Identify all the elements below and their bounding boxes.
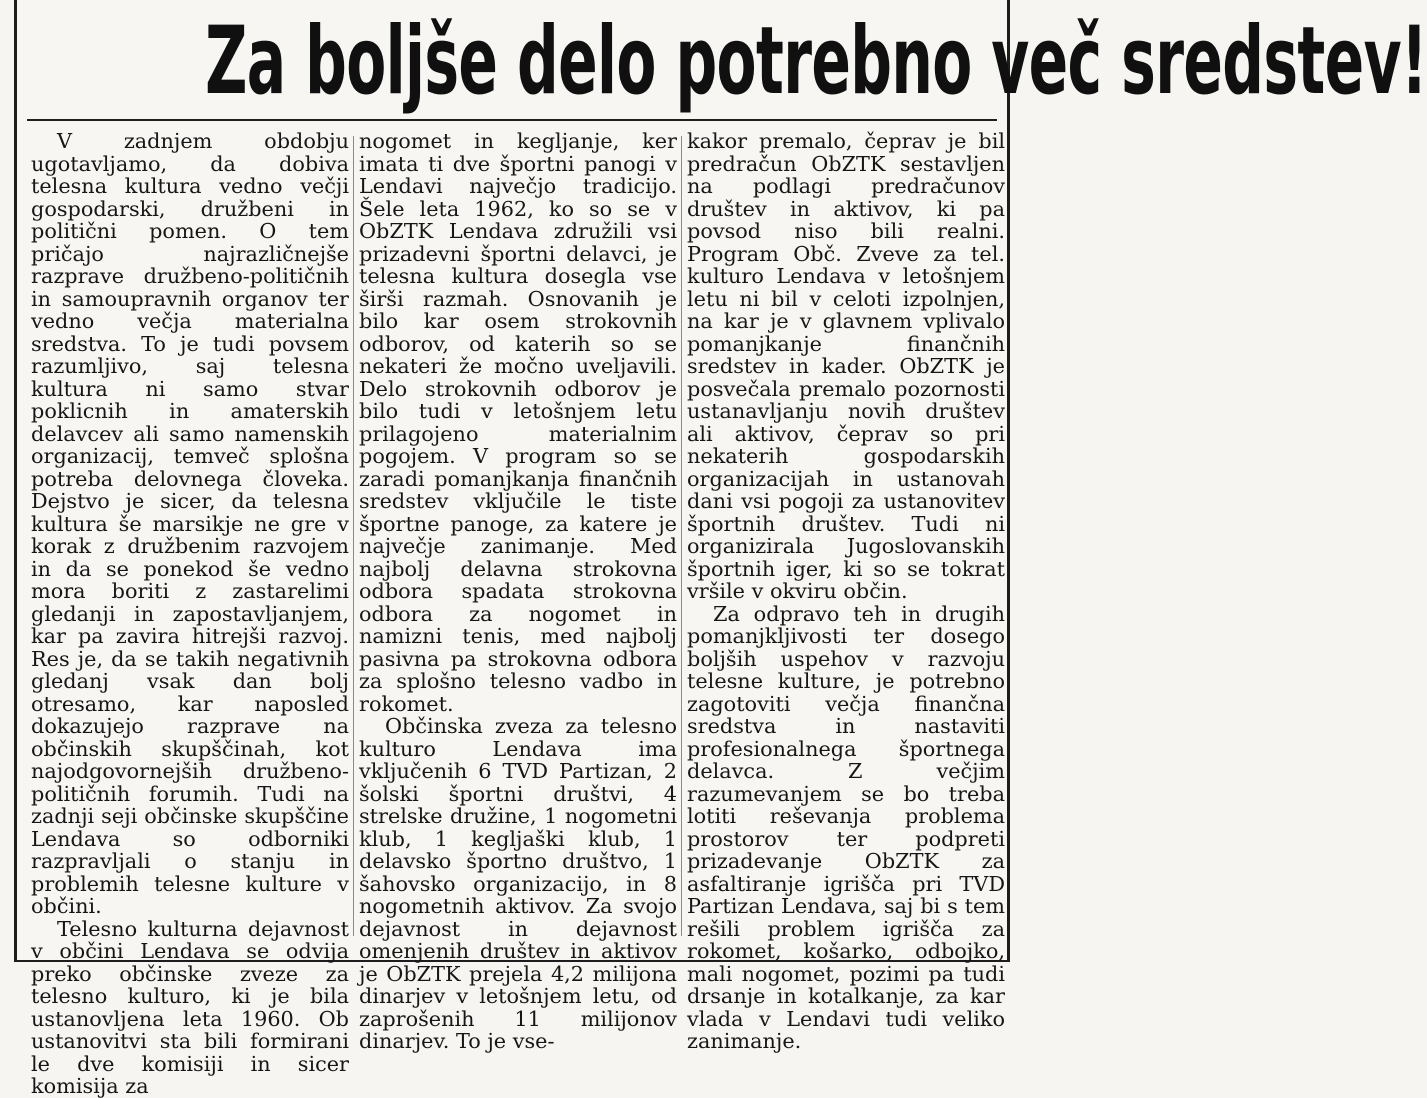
headline-rule [27,119,997,121]
paragraph: Občinska zveza za telesno kulturo Lendava ima vključenih 6 TVD Partizan, 2 šolski športni društvi, 4 strelske družine, 1 nogometni klub, 1 kegljaški klub, 1 delavsko športno društvo, 1 šahovsko organizacijo, in 8 nogometnih aktivov. Za svojo dejavnost in dejavnost omenjenih društev in aktivov je ObZTK prejela 4,2 milijona dinarjev v letošnjem letu, od zaprošenih 11 milijonov dinarjev. To je vse- [359,714,677,1053]
paragraph: V zadnjem obdobju ugotavljamo, da dobiva telesna kultura vedno večji gospodarski, družbeni in politični pomen. O tem pričajo najrazličnejše razprave družbeno-političnih in samoupravnih organov ter vedno večja materialna sredstva. To je tudi povsem razumljivo, saj telesna kultura ni samo stvar poklicnih in amaterskih delavcev ali samo namenskih organizacij, temveč splošna potreba delovnega človeka. Dejstvo je sicer, da telesna kultura še marsikje ne gre v korak z družbenim razvojem in da se ponekod še vedno mora boriti z zastarelimi gledanji in zapostavljanjem, kar pa zavira hitrejši razvoj. Res je, da se takih negativnih gledanj vsak dan bolj otresamo, kar naposled dokazujejo razprave na občinskih skupščinah, kot najodgovornejših družbeno-političnih forumih. Tudi na zadnji seji občinske skupščine Lendava so odborniki razpravljali o stanju in problemih telesne kulture v občini. [31,129,349,918]
newspaper-clipping [14,0,1427,1098]
headline: Za boljše delo potrebno več sredstev! [205,7,1427,116]
column-2 [359,129,677,1053]
article-body [31,129,1005,1098]
paragraph: Telesno kulturna dejavnost v občini Lendava se odvija preko občinske zveze za telesno kulturo, ki je bila ustanovljena leta 1960. Ob ustanovitvi sta bili formirani le dve komisiji in sicer komisija za [31,916,349,1098]
column-3 [687,129,1005,1053]
paragraph: kakor premalo, čeprav je bil predračun ObZTK sestavljen na podlagi predračunov društev in aktivov, ki pa povsod niso bili realni. Program Obč. Zveve za tel. kulturo Lendava v letošnjem letu ni bil v celoti izpolnjen, na kar je v glavnem vplivalo pomanjkanje finančnih sredstev in kader. ObZTK je posvečala premalo pozornosti ustanavljanju novih društev ali aktivov, čeprav so pri nekaterih gospodarskih organizacijah in ustanovah dani vsi pogoji za ustanovitev športnih društev. Tudi ni organizirala Jugoslovanskih športnih iger, ki so se tokrat vršile v okviru občin. [687,129,1005,603]
column-divider [353,136,354,936]
paragraph: nogomet in kegljanje, ker imata ti dve športni panogi v Lendavi največjo tradicijo. Šele leta 1962, ko so se v ObZTK Lendava združili vsi prizadevni športni delavci, je telesna kultura dosegla vse širši razmah. Osnovanih je bilo kar osem strokovnih odborov, od katerih so se nekateri že močno uveljavili. Delo strokovnih odborov je bilo tudi v letošnjem letu prilagojeno materialnim pogojem. V program so se zaradi pomanjkanja finančnih sredstev vključile le tiste športne panoge, za katere je največje zanimanje. Med najbolj delavna strokovna odbora spadata strokovna odbora za nogomet in namizni tenis, med najbolj pasivna pa strokovna odbora za splošno telesno vadbo in rokomet. [359,129,677,716]
column-1 [31,129,349,1098]
column-divider [681,136,682,936]
paragraph: Za odpravo teh in drugih pomanjkljivosti ter dosego boljših uspehov v razvoju telesne kulture, je potrebno zagotoviti večja finančna sredstva in nastaviti profesionalnega športnega delavca. Z večjim razumevanjem se bo treba lotiti reševanja problema prostorov ter podpreti prizadevanje ObZTK za asfaltiranje igrišča pri TVD Partizan Lendava, saj bi s tem rešili problem igrišča za rokomet, košarko, odbojko, mali nogomet, pozimi pa tudi drsanje in kotalkanje, za kar vlada v Lendavi tudi veliko zanimanje. [687,601,1005,1053]
